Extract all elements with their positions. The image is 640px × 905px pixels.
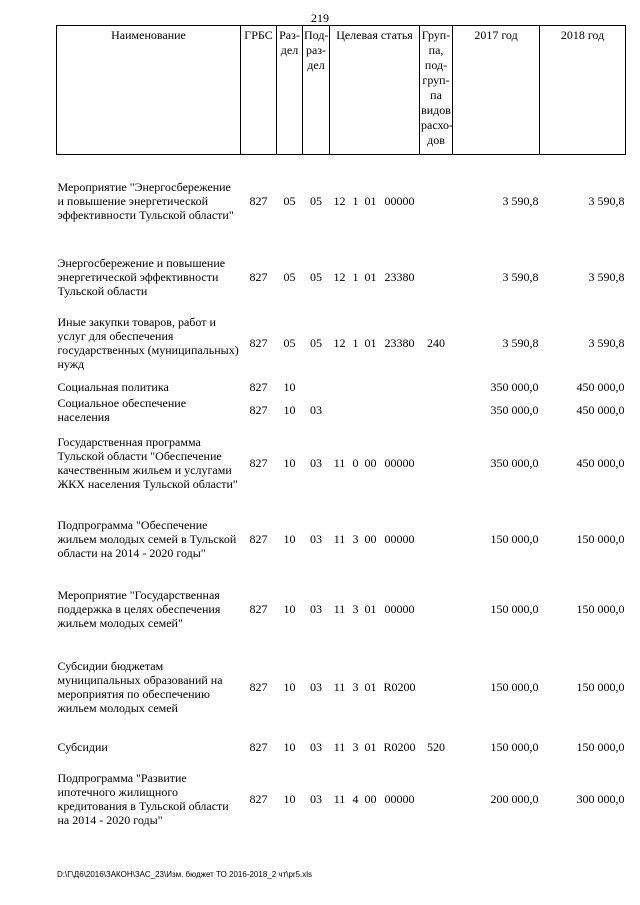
row-name: Подпрограмма "Обеспечение жильем молодых семей в Тульской области на 2014 - 2020 годы" [57,518,237,560]
row-amount-2018: 3 590,8 [588,335,625,350]
row-cs-subprogram [350,379,362,396]
row-grbs: 827 [249,380,268,394]
row-grbs: 827 [249,335,268,350]
row-grbs: 827 [249,739,268,754]
footer-file-path: D:\Г\Д6\2016\ЗАКОН\ЗАС_23\Изм. бюджет ТО 2016-2018_2 чт\pr5.xls [57,870,313,879]
row-vid-rashodov: 520 [427,739,446,754]
row-amount-2018: 150 000,0 [576,679,625,694]
row-podrazdel: 05 [310,269,322,284]
row-cs-program: 12 [333,269,346,284]
budget-table [56,25,626,836]
row-razdel: 10 [283,380,296,394]
row-cs-program: 11 [333,532,346,546]
row-cs-direction: R0200 [383,679,416,694]
row-vid-rashodov [420,577,453,642]
row-cs-program: 11 [333,739,346,754]
row-cs-subprogram: 1 [352,335,359,350]
page-number: 219 [311,11,329,25]
row-amount-2017: 3 590,8 [502,269,539,284]
row-name: Социальная политика [57,380,169,394]
row-cs-event: 01 [364,193,377,208]
table-row [57,247,626,307]
row-amount-2017: 150 000,0 [490,679,539,694]
row-cs-direction [380,396,420,424]
row-cs-direction: 00000 [384,602,415,616]
row-amount-2017: 150 000,0 [490,532,539,546]
row-amount-2018: 450 000,0 [576,402,625,417]
row-name: Подпрограмма "Развитие ипотечного жилищного кредитования в Тульской области на 2014 - 2020 годы" [57,770,229,827]
header-2018: 2018 год [540,26,626,155]
row-grbs: 827 [249,455,268,470]
row-cs-event: 00 [364,791,377,806]
row-cs-program: 11 [333,679,346,694]
table-row [57,642,626,732]
table-row [57,396,626,424]
row-podrazdel: 03 [310,455,322,470]
row-amount-2018: 3 590,8 [588,269,625,284]
row-amount-2018: 450 000,0 [576,455,625,470]
row-cs-program: 11 [333,791,346,806]
row-razdel: 10 [283,532,296,546]
row-cs-event [362,379,380,396]
row-cs-direction: R0200 [383,739,416,754]
row-grbs: 827 [249,679,268,694]
table-row [57,424,626,502]
row-vid-rashodov [420,502,453,577]
row-amount-2018: 300 000,0 [576,791,625,806]
row-cs-subprogram: 3 [352,602,359,616]
row-amount-2018: 3 590,8 [588,193,625,208]
row-grbs: 827 [249,269,268,284]
header-row [57,26,626,155]
table-row [57,155,626,247]
row-cs-event: 00 [364,532,377,546]
row-cs-subprogram: 0 [352,455,359,470]
row-razdel: 05 [283,335,296,350]
row-cs-event: 01 [364,739,377,754]
row-vid-rashodov [420,396,453,424]
row-cs-subprogram: 4 [352,791,359,806]
row-vid-rashodov [420,762,453,836]
row-amount-2017: 150 000,0 [490,739,539,754]
row-amount-2017: 350 000,0 [490,455,539,470]
header-podrazdel: Под-раз-дел [303,26,330,155]
row-grbs: 827 [249,602,268,616]
row-name: Государственная программа Тульской области "Обеспечение качественным жильем и услугами ЖКХ населения Тульской области" [57,434,238,491]
table-row [57,502,626,577]
row-podrazdel: 03 [310,679,322,694]
row-vid-rashodov [420,247,453,307]
header-grbs: ГРБС [241,26,277,155]
row-grbs: 827 [249,532,268,546]
row-cs-direction: 00000 [384,455,415,470]
row-amount-2018: 150 000,0 [576,739,625,754]
row-cs-subprogram: 3 [352,739,359,754]
table-body [57,155,626,836]
row-amount-2018: 150 000,0 [576,602,625,616]
row-cs-event: 01 [364,602,377,616]
row-amount-2017: 3 590,8 [502,193,539,208]
row-vid-rashodov [420,379,453,396]
row-cs-program: 11 [333,455,346,470]
row-amount-2017: 3 590,8 [502,335,539,350]
header-gruppa-vidov: Груп-па, под-груп-па видов расхо-дов [420,26,453,155]
row-podrazdel: 03 [310,532,322,546]
row-podrazdel: 05 [310,335,322,350]
header-razdel: Раз-дел [277,26,303,155]
header-celevaya-statya: Целевая статья [330,26,420,155]
row-amount-2018: 150 000,0 [576,532,625,546]
header-name: Наименование [57,26,241,155]
row-podrazdel: 05 [310,193,322,208]
row-razdel: 10 [283,402,296,417]
row-razdel: 05 [283,269,296,284]
row-podrazdel [303,379,330,396]
row-name: Мероприятие "Государственная поддержка в целях обеспечения жильем молодых семей" [57,588,221,630]
row-cs-program: 11 [333,602,346,616]
row-cs-direction: 00000 [384,791,415,806]
row-cs-event [362,396,380,424]
row-cs-event: 00 [364,455,377,470]
row-vid-rashodov [420,155,453,247]
table-row [57,732,626,762]
row-cs-subprogram: 1 [352,269,359,284]
row-podrazdel: 03 [310,602,322,616]
row-cs-subprogram [350,396,362,424]
table-row [57,577,626,642]
row-cs-direction: 00000 [384,532,415,546]
row-amount-2018: 450 000,0 [576,380,625,394]
row-vid-rashodov [420,642,453,732]
row-name: Субсидии [57,739,108,754]
row-cs-direction: 00000 [384,193,415,208]
row-name: Субсидии бюджетам муниципальных образований на мероприятия по обеспечению жильем молодых семей [57,658,223,715]
row-cs-subprogram: 1 [352,193,359,208]
row-amount-2017: 350 000,0 [490,402,539,417]
row-cs-event: 01 [364,269,377,284]
row-podrazdel: 03 [310,739,322,754]
row-cs-direction [380,379,420,396]
row-razdel: 10 [283,739,296,754]
table-row [57,762,626,836]
row-cs-direction: 23380 [384,269,415,284]
row-razdel: 10 [283,679,296,694]
row-cs-program: 12 [333,193,346,208]
row-name: Социальное обеспечение населения [57,395,187,424]
row-amount-2017: 200 000,0 [490,791,539,806]
row-vid-rashodov: 240 [427,335,446,350]
row-cs-event: 01 [364,335,377,350]
row-razdel: 10 [283,791,296,806]
row-cs-event: 01 [364,679,377,694]
row-grbs: 827 [249,402,268,417]
table-row [57,379,626,396]
row-cs-program [330,396,350,424]
row-podrazdel: 03 [310,402,322,417]
row-cs-subprogram: 3 [352,679,359,694]
row-amount-2017: 350 000,0 [490,380,539,394]
row-amount-2017: 150 000,0 [490,602,539,616]
row-name: Мероприятие "Энергосбережение и повышение энергетической эффективности Тульской области" [57,179,234,222]
row-grbs: 827 [249,791,268,806]
row-razdel: 10 [283,602,296,616]
row-cs-program [330,379,350,396]
row-cs-subprogram: 3 [352,532,359,546]
row-name: Энергосбережение и повышение энергетической эффективности Тульской области [57,255,226,298]
row-name: Иные закупки товаров, работ и услуг для обеспечения государственных (муниципальных) нужд [57,314,239,371]
table-row [57,307,626,379]
row-razdel: 10 [283,455,296,470]
row-cs-direction: 23380 [384,335,415,350]
row-razdel: 05 [283,193,296,208]
row-podrazdel: 03 [310,791,322,806]
header-2017: 2017 год [453,26,540,155]
row-cs-program: 12 [333,335,346,350]
row-vid-rashodov [420,424,453,502]
row-grbs: 827 [249,193,268,208]
